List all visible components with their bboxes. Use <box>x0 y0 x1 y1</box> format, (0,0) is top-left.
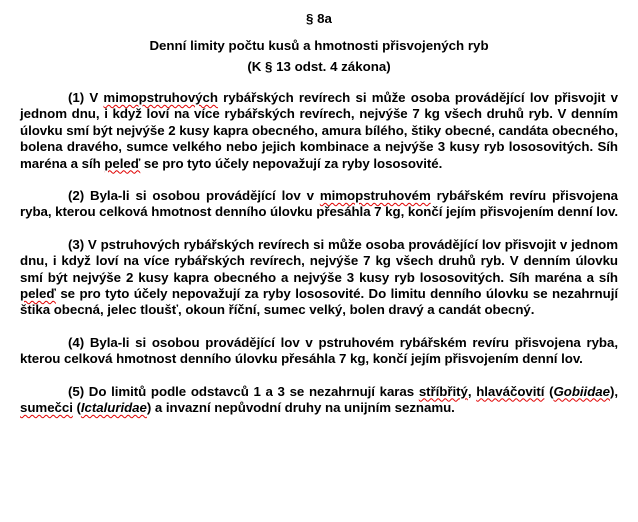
spellcheck-word: hlaváčovití <box>476 383 545 399</box>
paragraph-3-text: se pro tyto účely nepovažují za ryby lososovité. Do limitu denního úlovku se nezahrnují štika obecná, jelec tloušť, okoun říční, sumec velký, bolen dravý a candát obecný. <box>20 286 618 318</box>
paragraph-2 <box>20 188 618 221</box>
spacer <box>20 172 618 188</box>
spellcheck-word: mimopstruhovém <box>319 188 431 204</box>
spacer <box>20 77 618 90</box>
paragraph-5 <box>20 384 618 417</box>
paragraph-5-text: , <box>467 383 477 399</box>
paragraph-3 <box>20 237 618 319</box>
spellcheck-word: stříbřitý <box>418 383 468 399</box>
paragraph-5-text: ), <box>609 383 618 399</box>
spellcheck-word: mimopstruhových <box>103 90 218 105</box>
section-subtitle: (K § 13 odst. 4 zákona) <box>247 59 391 74</box>
paragraph-1-text: se pro tyto účely nepovažují za ryby lososovité. <box>140 155 443 171</box>
paragraph-5-text: (5) Do limitů podle odstavců 1 a 3 se nezahrnují karas <box>68 383 419 399</box>
paragraph-5-text: ( <box>544 383 554 399</box>
spacer <box>20 319 618 335</box>
paragraph-1-text: (1) V <box>68 90 104 105</box>
paragraph-1 <box>20 90 618 172</box>
spellcheck-word: peleď <box>20 286 56 302</box>
paragraph-5-text: ( <box>72 400 81 416</box>
paragraph-1-text: rybářských revírech si může osoba provádějící lov přisvojit v jednom dnu, i když loví na více rybářských revírech, nejvýše 7 kg všech druhů ryb. V denním úlovku smí být nejvýše 2 kusy kapra obecného, amura bílého, štiky obecné, candáta obecného, bolena dravého, sumce velkého nebo jejich kombinace a nejvýše 3 kusy ryb lososovitých. Síh maréna a síh <box>20 90 618 171</box>
paragraph-3-text: (3) V pstruhových rybářských revírech si může osoba provádějící lov přisvojit v jednom dnu, i když loví na více rybářských revírech, nejvýše 7 kg všech druhů ryb. V denním úlovku smí být nejvýše 2 kusy kapra obecného a nejvýše 3 kusy ryb lososovitých. Síh maréna a síh <box>20 236 618 285</box>
latin-name: Gobiidae <box>553 383 610 399</box>
spacer <box>20 221 618 237</box>
paragraph-4-text: (4) Byla-li si osobou provádějící lov v pstruhovém rybářském revíru přisvojena ryba, kterou celková hmotnost denního úlovku přesáhla 7 kg, končí jejím přisvojením denní lov. <box>20 334 618 367</box>
paragraph-5-text: ) a invazní nepůvodní druhy na unijním seznamu. <box>146 400 455 416</box>
spellcheck-word: sumečci <box>20 400 73 416</box>
spellcheck-word: peleď <box>104 155 141 171</box>
spacer <box>20 368 618 384</box>
latin-name: Ictaluridae <box>80 400 147 416</box>
section-title: Denní limity počtu kusů a hmotnosti přisvojených ryb <box>149 38 489 53</box>
paragraph-4 <box>20 335 618 368</box>
document-page <box>20 8 618 417</box>
paragraph-2-text: (2) Byla-li si osobou provádějící lov v <box>68 188 320 204</box>
section-number: § 8a <box>306 11 332 26</box>
paragraph-2-text: rybářském revíru přisvojena ryba, kterou celková hmotnost denního úlovku přesáhla 7 kg, končí jejím přisvojením denní lov. <box>20 188 618 220</box>
